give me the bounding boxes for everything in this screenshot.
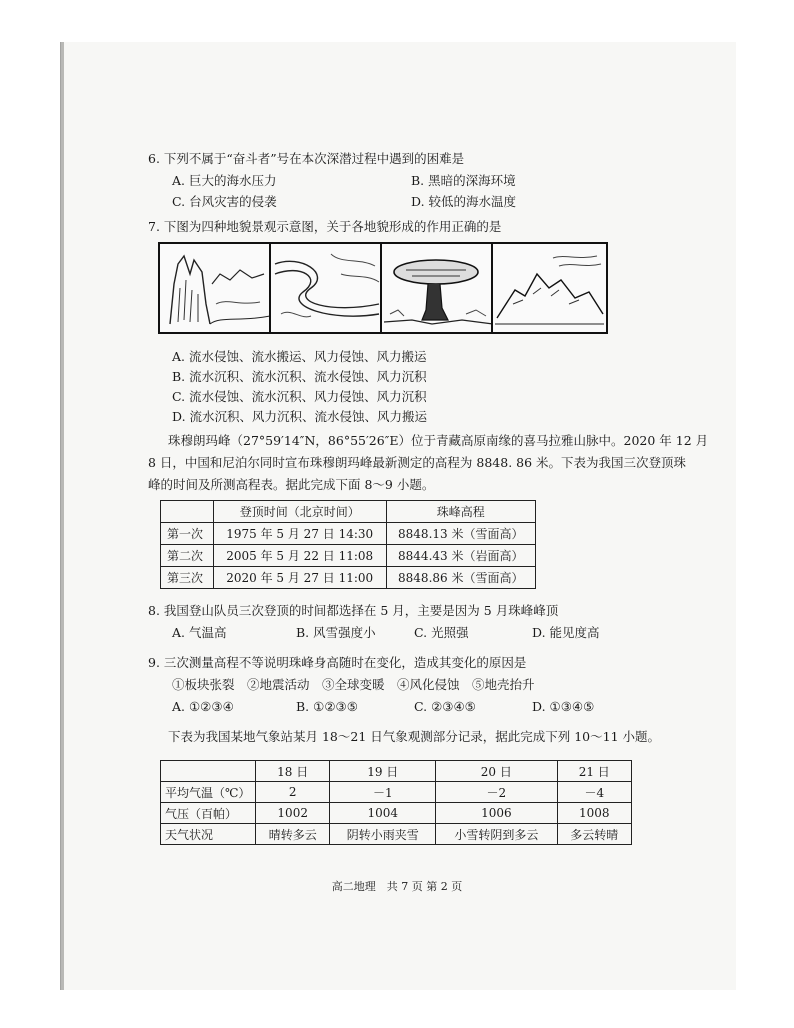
table-header-cell: 登顶时间（北京时间） (213, 501, 386, 523)
table-header-cell (161, 501, 214, 523)
q7-option-b: B. 流水沉积、流水沉积、流水侵蚀、风力沉积 (172, 369, 427, 384)
table-header-cell: 19 日 (330, 761, 436, 782)
table-cell: 8848.13 米（雪面高） (386, 523, 535, 545)
table-cell: 1006 (436, 803, 557, 824)
table-cell: －4 (557, 782, 631, 803)
table-cell: 晴转多云 (256, 824, 330, 845)
table-cell: 天气状况 (161, 824, 256, 845)
q8-option-d: D. 能见度高 (532, 625, 600, 640)
table-cell: 2020 年 5 月 27 日 11:00 (213, 567, 386, 589)
landform-sketch-1 (158, 242, 275, 334)
table-header-row (161, 761, 632, 782)
landform-sketch-2 (269, 242, 386, 334)
table-cell: 第一次 (161, 523, 214, 545)
table-row (161, 545, 536, 567)
table-header-cell: 珠峰高程 (386, 501, 535, 523)
q8-stem: 8. 我国登山队员三次登顶的时间都选择在 5 月，主要是因为 5 月珠峰峰顶 (148, 603, 559, 618)
dune-windblown-illustration (493, 244, 606, 332)
q8-option-a: A. 气温高 (172, 625, 227, 640)
q6-option-b: B. 黑暗的深海环境 (411, 173, 516, 188)
q7-option-a: A. 流水侵蚀、流水搬运、风力侵蚀、风力搬运 (172, 349, 427, 364)
q8-option-c: C. 光照强 (414, 625, 469, 640)
table-cell: 2005 年 5 月 22 日 11:08 (213, 545, 386, 567)
table-cell: 2 (256, 782, 330, 803)
table-cell: 8844.43 米（岩面高） (386, 545, 535, 567)
table-cell: 平均气温（℃） (161, 782, 256, 803)
q9-factor-list: ①板块张裂 ②地震活动 ③全球变暖 ④风化侵蚀 ⑤地壳抬升 (172, 677, 535, 692)
q9-option-a: A. ①②③④ (172, 699, 234, 714)
everest-summit-table (160, 500, 536, 589)
table-header-cell (161, 761, 256, 782)
page-footer: 高二地理 共 7 页 第 2 页 (331, 880, 463, 893)
table-cell: 第三次 (161, 567, 214, 589)
table-cell: 1004 (330, 803, 436, 824)
table-cell: 小雪转阴到多云 (436, 824, 557, 845)
table-row (161, 523, 536, 545)
q9-option-d: D. ①③④⑤ (532, 699, 595, 714)
table-row (161, 803, 632, 824)
landform-sketch-3 (380, 242, 497, 334)
landform-sketch-4 (491, 242, 608, 334)
table-header-cell: 21 日 (557, 761, 631, 782)
q9-stem: 9. 三次测量高程不等说明珠峰身高随时在变化，造成其变化的原因是 (148, 655, 527, 670)
table-cell: 多云转晴 (557, 824, 631, 845)
table-row (161, 824, 632, 845)
intro-everest-line3: 峰的时间及所测高程表。据此完成下面 8～9 小题。 (148, 477, 435, 492)
weather-station-table (160, 760, 632, 845)
meandering-river-illustration (271, 244, 384, 332)
table-row (161, 567, 536, 589)
table-cell: 第二次 (161, 545, 214, 567)
q7-stem: 7. 下图为四种地貌景观示意图，关于各地貌形成的作用正确的是 (148, 219, 502, 234)
table-cell: 1975 年 5 月 27 日 14:30 (213, 523, 386, 545)
mushroom-rock-illustration (382, 244, 495, 332)
intro-everest-line1: 珠穆朗玛峰（27°59′14″N，86°55′26″E）位于青藏高原南缘的喜马拉雅山脉中。2020 年 12 月 (168, 433, 709, 448)
table-row (161, 782, 632, 803)
table-header-cell: 18 日 (256, 761, 330, 782)
q7-option-d: D. 流水沉积、风力沉积、流水侵蚀、风力搬运 (172, 409, 428, 424)
table-cell: 1008 (557, 803, 631, 824)
q6-option-a: A. 巨大的海水压力 (172, 173, 277, 188)
table-cell: －2 (436, 782, 557, 803)
q7-option-c: C. 流水侵蚀、流水沉积、风力侵蚀、风力沉积 (172, 389, 427, 404)
q9-option-b: B. ①②③⑤ (296, 699, 358, 714)
q8-option-b: B. 风雪强度小 (296, 625, 376, 640)
q6-option-d: D. 较低的海水温度 (411, 194, 517, 209)
table-header-cell: 20 日 (436, 761, 557, 782)
canyon-cliff-illustration (160, 244, 273, 332)
intro-everest-line2: 8 日，中国和尼泊尔同时宣布珠穆朗玛峰最新测定的高程为 8848. 86 米。下表为我国三次登顶珠 (148, 455, 687, 470)
table-cell: 8848.86 米（雪面高） (386, 567, 535, 589)
q9-option-c: C. ②③④⑤ (414, 699, 476, 714)
table-cell: 阴转小雨夹雪 (330, 824, 436, 845)
table-cell: 气压（百帕） (161, 803, 256, 824)
q6-option-c: C. 台风灾害的侵袭 (172, 194, 277, 209)
table-cell: －1 (330, 782, 436, 803)
table-cell: 1002 (256, 803, 330, 824)
intro-weather: 下表为我国某地气象站某月 18～21 日气象观测部分记录，据此完成下列 10～11 小题。 (168, 729, 661, 744)
table-header-row (161, 501, 536, 523)
q6-stem: 6. 下列不属于“奋斗者”号在本次深潜过程中遇到的困难是 (148, 151, 465, 166)
